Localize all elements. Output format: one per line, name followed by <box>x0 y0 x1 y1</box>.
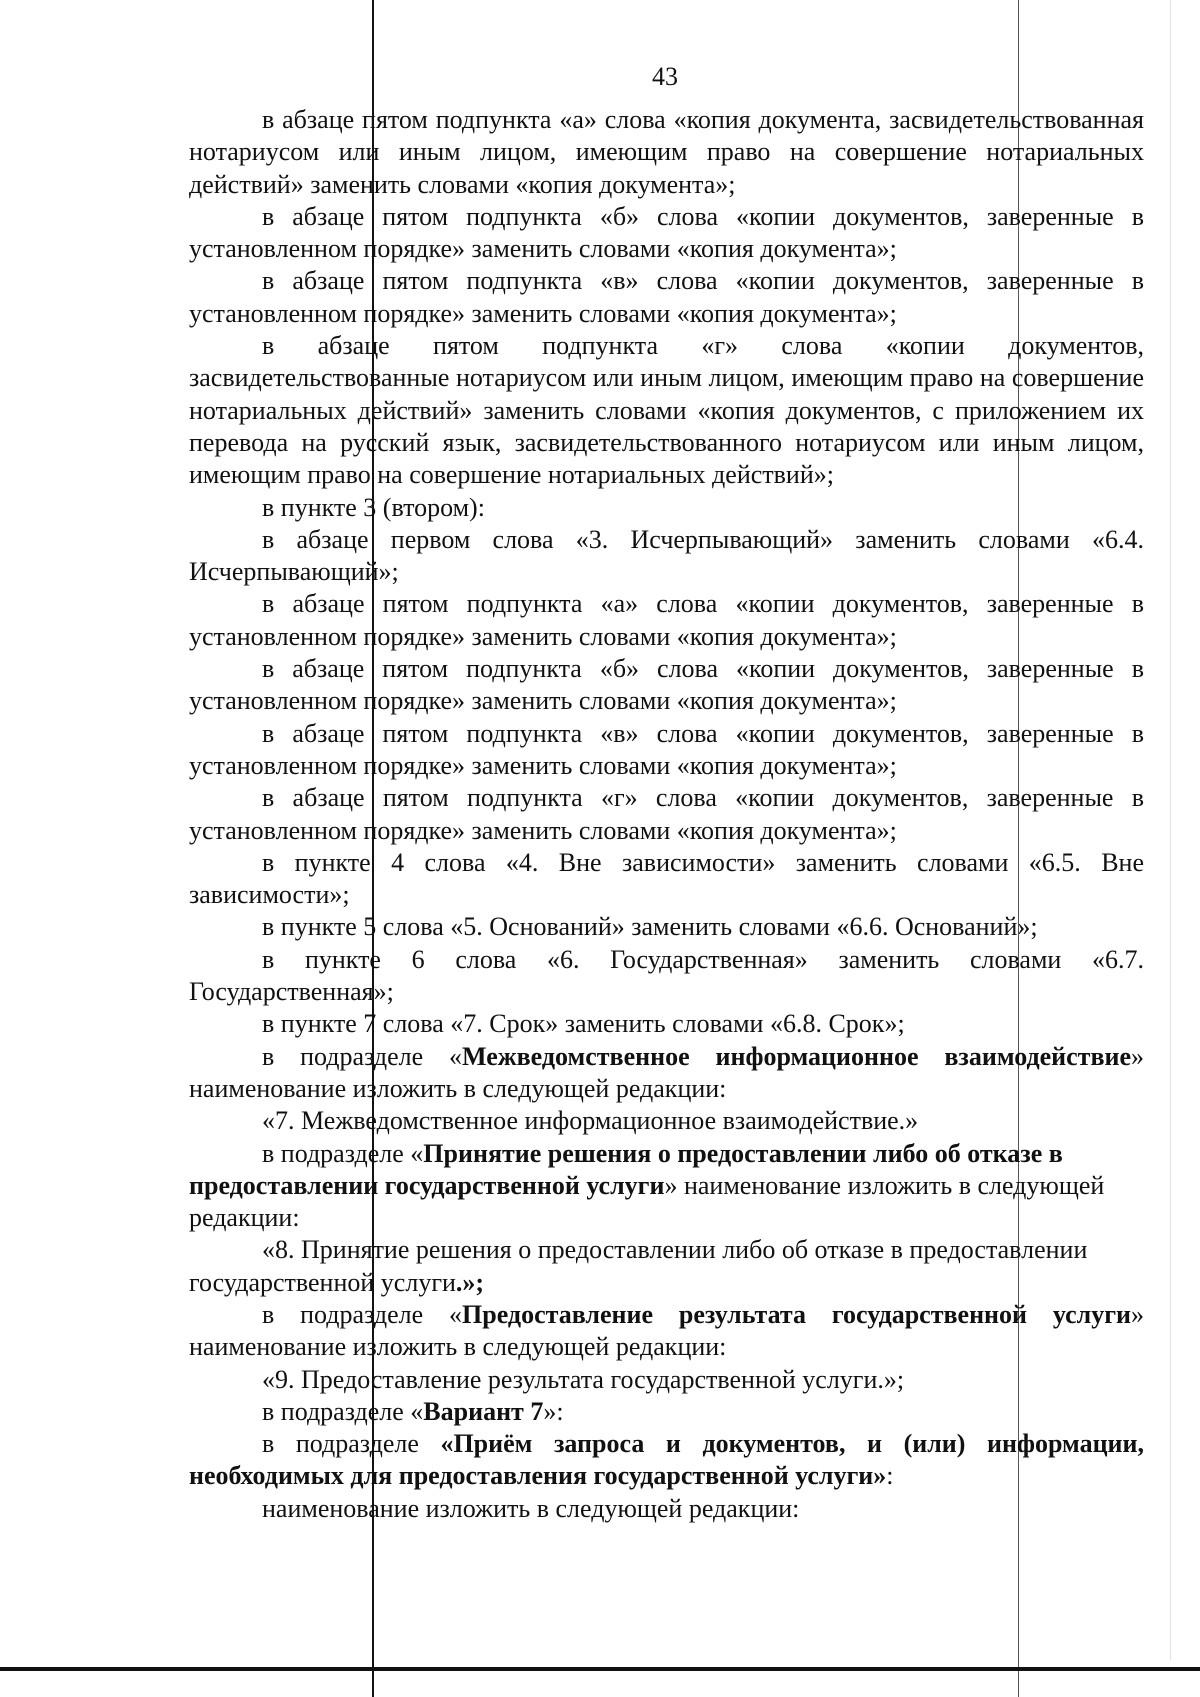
paragraph: в абзаце пятом подпункта «в» слова «копии документов, заверенные в установленном порядке» заменить словами «копия документа»; <box>189 718 1144 780</box>
subsection-title: Принятие решения о предоставлении либо об отказе в предоставлении государственной услуги <box>189 1138 1063 1200</box>
paragraph: в пункте 6 слова «6. Государственная» заменить словами «6.7. Государственная»; <box>189 944 1144 1007</box>
paragraph: наименование изложить в следующей редакции: <box>262 1493 800 1523</box>
subsection-paragraph <box>189 1041 1144 1106</box>
paragraph: в абзаце пятом подпункта «б» слова «копии документов, заверенные в установленном порядке» заменить словами «копия документа»; <box>189 201 1144 264</box>
paragraph: в абзаце пятом подпункта «а» слова «копия документа, засвидетельствованная нотариусом или иным лицом, имеющим право на совершение нотариальных действий» заменить словами «копия документа»; <box>189 105 1144 199</box>
quoted-heading-text: «8. Принятие решения о предоставлении либо об отказе в предоставлении государственной услуги <box>189 1235 1088 1297</box>
paragraph: в абзаце пятом подпункта «б» слова «копии документов, заверенные в установленном порядке» заменить словами «копия документа»; <box>189 654 1144 716</box>
paragraph: в пункте 7 слова «7. Срок» заменить словами «6.8. Срок»; <box>262 1009 905 1039</box>
variant-paragraph <box>189 1396 1144 1428</box>
scan-artifact-bottom-edge <box>0 1667 1200 1671</box>
subsection-title: Предоставление результата государственной услуги <box>462 1299 1132 1329</box>
subsection-prefix: в подразделе <box>262 1429 441 1459</box>
paragraph: в абзаце пятом подпункта «г» слова «копии документов, заверенные в установленном порядке» заменить словами «копия документа»; <box>189 783 1144 845</box>
subsection-suffix: » наименование изложить в следующей редакции: <box>189 1170 1105 1233</box>
paragraph: в абзаце пятом подпункта «в» слова «копии документов, заверенные в установленном порядке» заменить словами «копия документа»; <box>189 266 1144 328</box>
paragraph: в пункте 3 (втором): <box>262 492 485 522</box>
subsection-paragraph <box>189 1428 1144 1493</box>
paragraph: в абзаце первом слова «3. Исчерпывающий» заменить словами «6.4. Исчерпывающий»; <box>189 524 1144 587</box>
variant-prefix: в подразделе « <box>262 1396 424 1426</box>
subsection-suffix: : <box>886 1461 894 1491</box>
subsection-title: «Приём запроса и документов, и (или) информации, необходимых для предоставления государственной услуги» <box>189 1429 1145 1491</box>
subsection-prefix: в подразделе « <box>262 1041 463 1071</box>
paragraph: в абзаце пятом подпункта «г» слова «копии документов, засвидетельствованные нотариусом или иным лицом, имеющим право на совершение нотариальных действий» заменить словами «копия документов, с приложением их перевода на русский язык, засвидетельствованного нотариусом или иным лицом, имеющим право на совершение нотариальных действий»; <box>189 331 1144 490</box>
document-body <box>189 104 1144 1525</box>
scan-artifact-faint-line <box>1170 0 1171 1660</box>
quoted-heading: «9. Предоставление результата государственной услуги.»; <box>262 1364 905 1394</box>
subsection-prefix: в подразделе « <box>262 1299 463 1329</box>
subsection-paragraph <box>189 1299 1144 1364</box>
subsection-title: Межведомственное информационное взаимодействие <box>462 1041 1131 1071</box>
quoted-heading: «7. Межведомственное информационное взаимодействие.» <box>262 1106 919 1136</box>
quoted-heading <box>189 1234 1144 1299</box>
subsection-paragraph <box>189 1138 1144 1235</box>
paragraph: в абзаце пятом подпункта «а» слова «копии документов, заверенные в установленном порядке» заменить словами «копия документа»; <box>189 589 1144 651</box>
subsection-suffix: » наименование изложить в следующей редакции: <box>189 1299 1145 1362</box>
subsection-prefix: в подразделе « <box>262 1138 424 1168</box>
subsection-suffix: » наименование изложить в следующей редакции: <box>189 1041 1144 1103</box>
variant-suffix: »: <box>543 1396 564 1426</box>
paragraph: в пункте 4 слова «4. Вне зависимости» заменить словами «6.5. Вне зависимости»; <box>189 847 1144 910</box>
quoted-heading-tail: .»; <box>455 1267 485 1297</box>
page-number: 43 <box>652 62 678 91</box>
variant-title: Вариант 7 <box>423 1396 544 1426</box>
paragraph: в пункте 5 слова «5. Оснований» заменить словами «6.6. Оснований»; <box>262 912 1038 942</box>
